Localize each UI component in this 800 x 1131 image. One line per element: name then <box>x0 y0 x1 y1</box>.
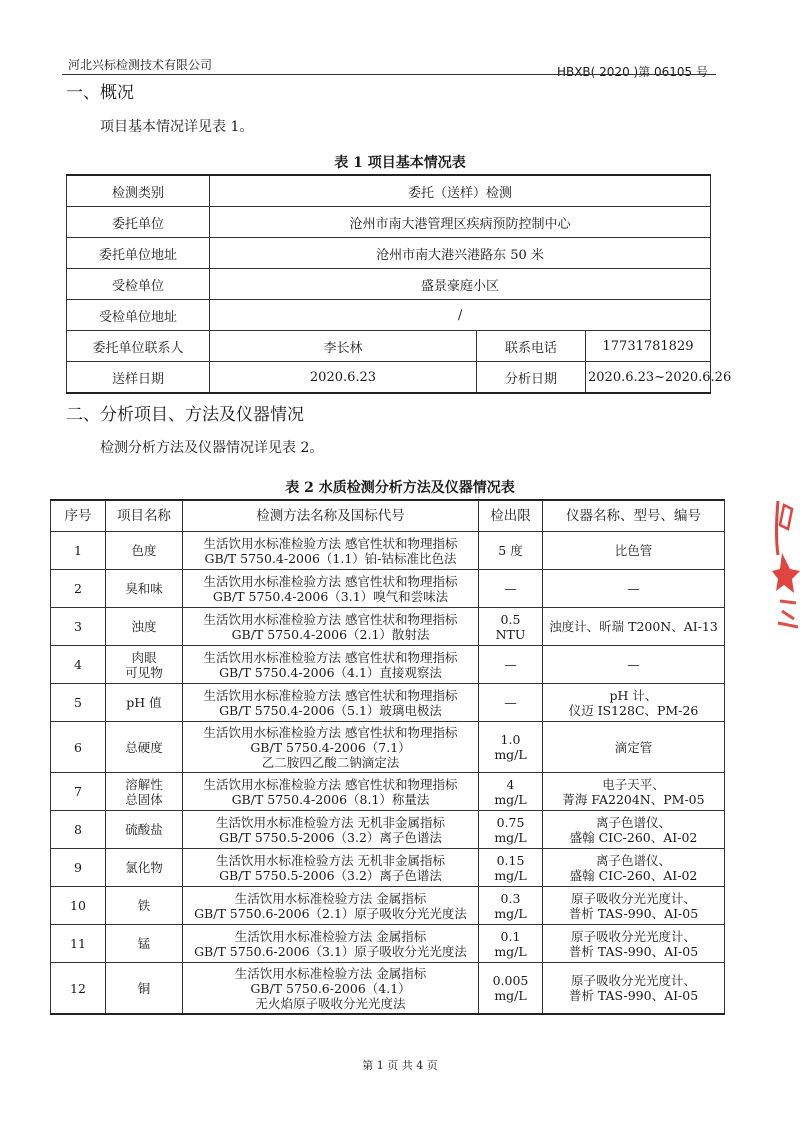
instrument-line: 比色管 <box>614 543 653 558</box>
method-name-line: GB/T 5750.4-2006（1.1）铂-钴标准比色法 <box>204 550 457 566</box>
method-name-line: 生活饮用水标准检验方法 感官性状和物理指标 <box>203 649 458 665</box>
item-name <box>106 646 183 684</box>
instrument <box>543 532 725 570</box>
detection-limit <box>479 684 543 722</box>
table-row <box>51 570 725 608</box>
method-name <box>183 887 479 925</box>
item-name <box>106 722 183 773</box>
section-1-title: 一、概况 <box>66 83 134 103</box>
table-1-caption: 表 1 项目基本情况表 <box>334 155 466 171</box>
method-name-line: GB/T 5750.6-2006（4.1） <box>250 980 411 996</box>
row-value: 沧州市南大港兴港路东 50 米 <box>210 238 711 269</box>
method-name-line: 生活饮用水标准检验方法 金属指标 <box>234 965 427 981</box>
row-value: 沧州市南大港管理区疾病预防控制中心 <box>210 207 711 238</box>
method-name-line: GB/T 5750.4-2006（7.1） <box>250 739 411 755</box>
method-name <box>183 722 479 773</box>
item-name-line: 溶解性 <box>125 776 163 792</box>
sample-date-value: 2020.6.23 <box>210 362 477 394</box>
item-name-line: 总硬度 <box>125 739 163 755</box>
detection-limit-line: mg/L <box>494 905 527 921</box>
company-name: 河北兴标检测技术有限公司 <box>68 58 213 72</box>
detection-limit <box>479 925 543 963</box>
detection-limit <box>479 608 543 646</box>
table-row <box>51 722 725 773</box>
item-name-line: 臭和味 <box>125 581 163 596</box>
detection-limit-line: NTU <box>495 626 526 642</box>
instrument-line: 普析 TAS-990、AI-05 <box>568 905 699 921</box>
method-name <box>183 773 479 811</box>
table-header-row <box>51 500 725 532</box>
detection-limit-line: 0.15 <box>496 852 525 868</box>
detection-limit <box>479 773 543 811</box>
item-name <box>106 887 183 925</box>
method-name-line: 乙二胺四乙酸二钠滴定法 <box>261 754 400 770</box>
project-info-table <box>66 174 732 394</box>
method-name <box>183 849 479 887</box>
method-name-line: 生活饮用水标准检验方法 感官性状和物理指标 <box>203 535 458 551</box>
method-name <box>183 608 479 646</box>
instrument-line: 仪迈 IS128C、PM-26 <box>568 702 699 718</box>
instrument-line: — <box>627 657 640 672</box>
table-row <box>51 773 725 811</box>
method-name-line: 无火焰原子吸收分光光度法 <box>255 995 406 1011</box>
item-name-line: 铁 <box>137 898 151 913</box>
sample-date-label: 送样日期 <box>67 362 210 394</box>
row-number: 9 <box>51 849 106 887</box>
method-name-line: 生活饮用水标准检验方法 无机非金属指标 <box>216 852 445 868</box>
row-label: 委托单位地址 <box>67 238 210 269</box>
method-name-line: GB/T 5750.4-2006（8.1）称量法 <box>231 791 430 807</box>
detection-limit-line: 5 度 <box>498 543 523 558</box>
detection-limit-line: mg/L <box>494 747 527 762</box>
phone-value: 17731781829 <box>586 331 711 362</box>
row-number: 10 <box>51 887 106 925</box>
row-label: 检测类别 <box>67 175 210 207</box>
row-label: 受检单位地址 <box>67 300 210 331</box>
instrument-line: 盛翰 CIC-260、AI-02 <box>569 867 698 883</box>
item-name <box>106 925 183 963</box>
report-number: HBXB( 2020 )第 06105 号 <box>556 65 708 79</box>
table-row <box>51 646 725 684</box>
instrument <box>543 925 725 963</box>
section-1-text: 项目基本情况详见表 1。 <box>100 119 254 135</box>
method-name-line: 生活饮用水标准检验方法 金属指标 <box>234 928 427 944</box>
instrument <box>543 570 725 608</box>
detection-limit-line: 4 <box>506 776 515 792</box>
detection-limit <box>479 570 543 608</box>
detection-limit-line: 0.005 <box>492 973 529 988</box>
detection-limit <box>479 722 543 773</box>
table-row <box>51 887 725 925</box>
instrument <box>543 608 725 646</box>
method-name <box>183 925 479 963</box>
detection-limit-line: — <box>504 695 517 710</box>
item-name-line: 氯化物 <box>125 860 163 875</box>
instrument-line: 离子色谱仪、 <box>595 852 671 868</box>
row-label: 委托单位 <box>67 207 210 238</box>
detection-limit <box>479 811 543 849</box>
row-value: 委托（送样）检测 <box>210 175 711 207</box>
method-name-line: 生活饮用水标准检验方法 感官性状和物理指标 <box>203 573 458 589</box>
contact-value: 李长林 <box>210 331 477 362</box>
row-value: 盛景豪庭小区 <box>210 269 711 300</box>
instrument-line: 盛翰 CIC-260、AI-02 <box>569 829 698 845</box>
table-row <box>67 238 711 269</box>
instrument <box>543 646 725 684</box>
method-name-line: GB/T 5750.6-2006（3.1）原子吸收分光光度法 <box>194 943 467 959</box>
detection-limit-line: mg/L <box>494 943 527 959</box>
method-name <box>183 684 479 722</box>
item-name <box>106 811 183 849</box>
method-name <box>183 570 479 608</box>
table-2-caption: 表 2 水质检测分析方法及仪器情况表 <box>285 480 515 496</box>
instrument-line: pH 计、 <box>609 687 658 703</box>
table-row <box>67 207 711 238</box>
instrument-line: 菁海 FA2204N、PM-05 <box>562 791 705 807</box>
item-name <box>106 963 183 1015</box>
detection-limit-line: mg/L <box>494 791 527 807</box>
instrument <box>543 773 725 811</box>
method-name-line: 生活饮用水标准检验方法 感官性状和物理指标 <box>203 724 458 740</box>
method-name-line: GB/T 5750.4-2006（5.1）玻璃电极法 <box>219 702 442 718</box>
header-divider <box>62 74 716 75</box>
row-number: 1 <box>51 532 106 570</box>
item-name-line: 铜 <box>137 980 151 996</box>
method-name-line: GB/T 5750.5-2006（3.2）离子色谱法 <box>219 829 442 845</box>
table-row <box>67 300 711 331</box>
item-name-line: 锰 <box>137 936 151 951</box>
method-name-line: GB/T 5750.4-2006（2.1）散射法 <box>231 626 430 642</box>
analysis-date-label: 分析日期 <box>477 362 586 394</box>
header-method: 检测方法名称及国标代号 <box>183 500 479 532</box>
detection-limit-line: — <box>504 581 517 596</box>
item-name-line: 色度 <box>131 543 157 558</box>
detection-limit-line: 1.0 <box>500 732 521 747</box>
item-name-line: pH 值 <box>126 695 162 710</box>
method-name-line: 生活饮用水标准检验方法 感官性状和物理指标 <box>203 687 458 703</box>
instrument <box>543 963 725 1015</box>
method-name-line: GB/T 5750.5-2006（3.2）离子色谱法 <box>219 867 442 883</box>
detection-limit <box>479 849 543 887</box>
detection-limit <box>479 887 543 925</box>
detection-limit-line: mg/L <box>494 867 527 883</box>
method-name <box>183 963 479 1015</box>
table-row <box>67 331 711 362</box>
instrument-line: 原子吸收分光光度计、 <box>570 973 696 988</box>
header-instrument: 仪器名称、型号、编号 <box>543 500 725 532</box>
item-name-line: 浊度 <box>131 619 157 634</box>
method-name-line: GB/T 5750.4-2006（4.1）直接观察法 <box>219 664 442 680</box>
item-name <box>106 570 183 608</box>
instrument <box>543 722 725 773</box>
table-row <box>51 925 725 963</box>
method-name-line: 生活饮用水标准检验方法 金属指标 <box>234 890 427 906</box>
detection-limit-line: 0.5 <box>500 611 521 627</box>
row-number: 3 <box>51 608 106 646</box>
item-name <box>106 608 183 646</box>
table-row <box>51 963 725 1015</box>
table-row <box>51 849 725 887</box>
instrument <box>543 684 725 722</box>
item-name-line: 硫酸盐 <box>125 822 163 837</box>
method-name <box>183 646 479 684</box>
instrument-line: 电子天平、 <box>602 776 665 792</box>
row-number: 12 <box>51 963 106 1015</box>
table-row <box>51 608 725 646</box>
method-name-line: 生活饮用水标准检验方法 感官性状和物理指标 <box>203 776 458 792</box>
instrument-line: 滴定管 <box>614 739 653 755</box>
instrument-line: 原子吸收分光光度计、 <box>570 928 696 944</box>
phone-label: 联系电话 <box>477 331 586 362</box>
instrument-line: 离子色谱仪、 <box>595 814 671 830</box>
item-name <box>106 532 183 570</box>
header-no: 序号 <box>51 500 106 532</box>
instrument-line: 普析 TAS-990、AI-05 <box>568 988 699 1003</box>
row-number: 11 <box>51 925 106 963</box>
header-limit: 检出限 <box>479 500 543 532</box>
instrument <box>543 887 725 925</box>
methods-table <box>50 499 725 1015</box>
row-number: 7 <box>51 773 106 811</box>
method-name-line: GB/T 5750.4-2006（3.1）嗅气和尝味法 <box>212 588 449 604</box>
contact-label: 委托单位联系人 <box>67 331 210 362</box>
table-row <box>67 362 711 394</box>
item-name-line: 可见物 <box>125 664 163 680</box>
header-item: 项目名称 <box>106 500 183 532</box>
detection-limit-line: mg/L <box>494 988 527 1003</box>
instrument-line: 普析 TAS-990、AI-05 <box>568 943 699 959</box>
analysis-date-value: 2020.6.23~2020.6.26 <box>586 362 711 394</box>
method-name <box>183 532 479 570</box>
instrument-line: — <box>627 581 640 596</box>
item-name <box>106 849 183 887</box>
instrument <box>543 849 725 887</box>
detection-limit-line: 0.75 <box>496 814 525 830</box>
item-name <box>106 684 183 722</box>
row-label: 受检单位 <box>67 269 210 300</box>
item-name-line: 肉眼 <box>131 649 157 665</box>
row-number: 8 <box>51 811 106 849</box>
item-name-line: 总固体 <box>125 791 163 807</box>
detection-limit <box>479 963 543 1015</box>
table-row <box>67 175 711 207</box>
section-2-title: 二、分析项目、方法及仪器情况 <box>66 405 304 425</box>
row-number: 2 <box>51 570 106 608</box>
instrument-line: 原子吸收分光光度计、 <box>570 890 696 906</box>
detection-limit <box>479 532 543 570</box>
table-row <box>51 532 725 570</box>
section-2-text: 检测分析方法及仪器情况详见表 2。 <box>100 440 324 456</box>
detection-limit-line: mg/L <box>494 829 527 845</box>
page-footer: 第 1 页 共 4 页 <box>362 1059 438 1072</box>
table-row <box>67 269 711 300</box>
method-name-line: 生活饮用水标准检验方法 无机非金属指标 <box>216 814 445 830</box>
table-row <box>51 811 725 849</box>
instrument <box>543 811 725 849</box>
row-number: 5 <box>51 684 106 722</box>
table-row <box>51 684 725 722</box>
detection-limit-line: 0.1 <box>500 928 521 944</box>
row-value: / <box>210 300 711 331</box>
detection-limit-line: 0.3 <box>500 890 521 906</box>
item-name <box>106 773 183 811</box>
detection-limit-line: — <box>504 657 517 672</box>
instrument-line: 浊度计、昕瑞 T200N、AI-13 <box>549 619 718 634</box>
row-number: 4 <box>51 646 106 684</box>
method-name <box>183 811 479 849</box>
method-name-line: 生活饮用水标准检验方法 感官性状和物理指标 <box>203 611 458 627</box>
detection-limit <box>479 646 543 684</box>
method-name-line: GB/T 5750.6-2006（2.1）原子吸收分光光度法 <box>194 905 467 921</box>
row-number: 6 <box>51 722 106 773</box>
red-seal-stamp <box>766 495 800 655</box>
